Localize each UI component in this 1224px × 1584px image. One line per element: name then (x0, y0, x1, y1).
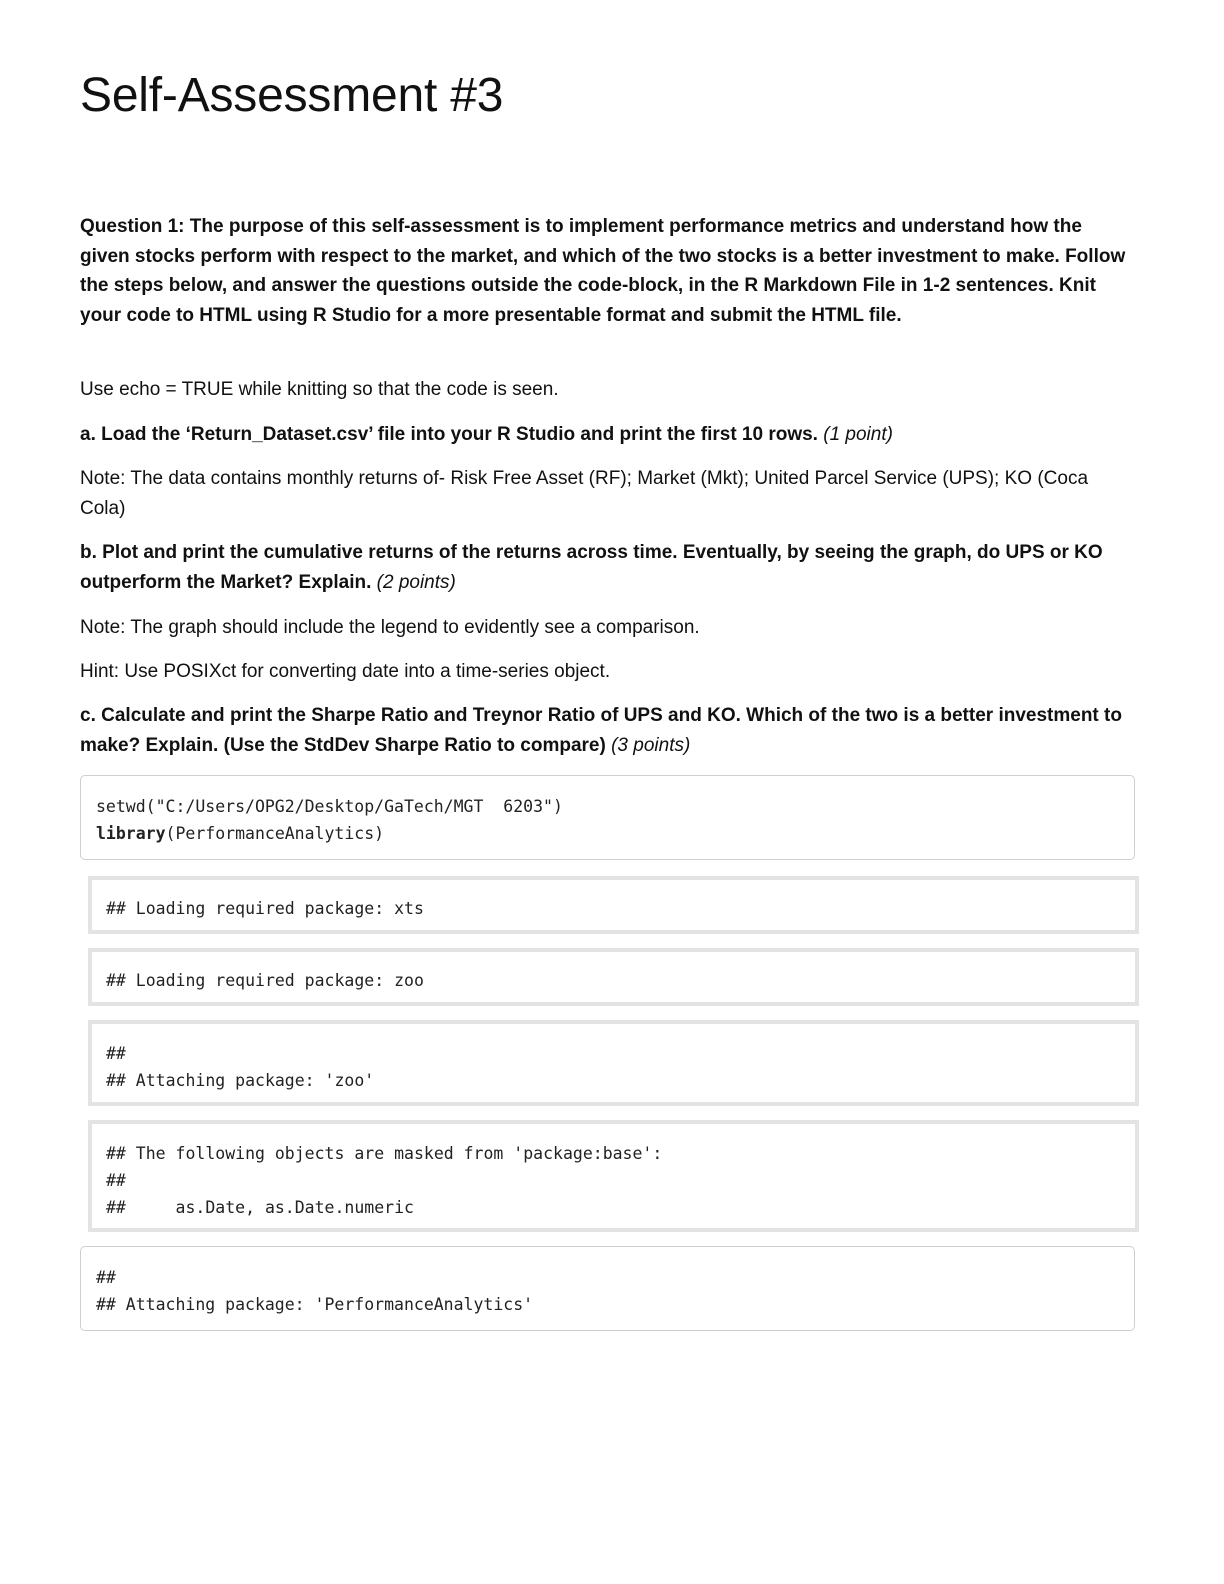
part-c-text: c. Calculate and print the Sharpe Ratio and Treynor Ratio of UPS and KO. Which of the two is a better investment to make? Explain. (Use the StdDev Sharpe Ratio to compare) (80, 705, 1122, 756)
part-a-question (80, 420, 1136, 450)
part-c-question (80, 701, 1136, 760)
part-b-text: b. Plot and print the cumulative returns of the returns across time. Eventually, by seeing the graph, do UPS or KO outperform the Market? Explain. (80, 542, 1103, 593)
page-title: Self-Assessment #3 (80, 69, 504, 122)
part-c-points: (3 points) (611, 734, 691, 756)
output-line: ## (106, 1171, 126, 1190)
part-a-text: a. Load the ‘Return_Dataset.csv’ file into your R Studio and print the first 10 rows. (80, 424, 818, 445)
output-line: ## (96, 1268, 116, 1287)
output-line: ## The following objects are masked from 'package:base': (106, 1144, 663, 1163)
output-line: ## as.Date, as.Date.numeric (106, 1198, 414, 1217)
output-line: ## Attaching package: 'zoo' (106, 1071, 375, 1090)
part-a-points: (1 point) (823, 424, 893, 445)
code-library-args: (PerformanceAnalytics) (165, 824, 385, 843)
part-b-question (80, 538, 1136, 597)
output-line: ## Loading required package: xts (106, 899, 424, 918)
echo-note: Use echo = TRUE while knitting so that the code is seen. (80, 379, 559, 400)
output-block-xts (88, 876, 1139, 934)
output-line: ## Attaching package: 'PerformanceAnalytics' (96, 1295, 534, 1314)
part-b-note: Note: The graph should include the legend to evidently see a comparison. (80, 617, 700, 638)
source-code-block (80, 775, 1135, 860)
code-line-library (96, 820, 1119, 847)
part-a-note: Note: The data contains monthly returns of- Risk Free Asset (RF); Market (Mkt); United Parcel Service (UPS); KO (Coca Cola) (80, 468, 1089, 519)
output-block-attach-zoo (88, 1020, 1139, 1106)
output-line: ## (106, 1044, 126, 1063)
output-block-attach-pa (80, 1246, 1135, 1331)
output-block-masked (88, 1120, 1139, 1232)
output-block-zoo (88, 948, 1139, 1006)
question-1-text: Question 1: The purpose of this self-assessment is to implement performance metrics and understand how the given stocks perform with respect to the market, and which of the two stocks is a better investment to make. Follow the steps below, and answer the questions outside the code-block, in the R Markdown File in 1-2 sentences. Knit your code to HTML using R Studio for a more presentable format and submit the HTML file. (80, 216, 1126, 326)
output-line: ## Loading required package: zoo (106, 971, 424, 990)
part-b-hint: Hint: Use POSIXct for converting date into a time-series object. (80, 661, 611, 682)
part-b-points: (2 points) (376, 571, 456, 593)
code-keyword-library: library (96, 824, 166, 843)
code-line-setwd: setwd("C:/Users/OPG2/Desktop/GaTech/MGT 6203") (96, 797, 563, 816)
